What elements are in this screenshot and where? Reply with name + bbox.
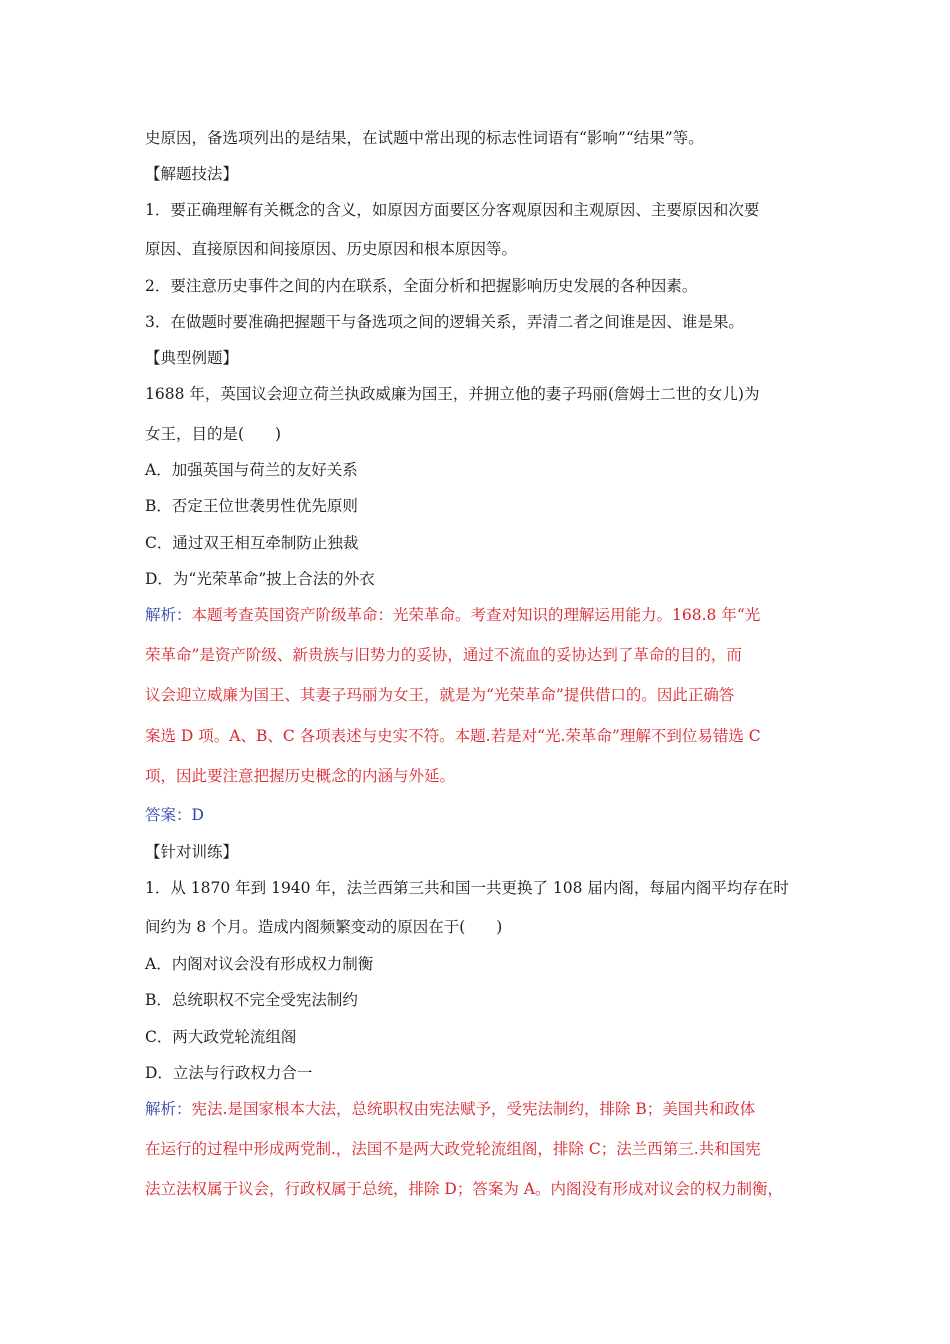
option-d: D．立法与行政权力合一: [145, 1064, 313, 1082]
option-b: B．总统职权不完全受宪法制约: [145, 991, 358, 1009]
question-stem: 女王，目的是( ): [145, 425, 282, 443]
analysis-line: [145, 1098, 755, 1120]
analysis-label: 解析：: [145, 606, 192, 624]
analysis-line: 法立法权属于议会，行政权属于总统，排除 D；答案为 A。内阁没有形成对议会的权力制衡，: [145, 1180, 783, 1198]
analysis-line: 荣革命”是资产阶级、新贵族与旧势力的妥协，通过不流血的妥协达到了革命的目的，而: [145, 646, 742, 664]
option-d: D．为“光荣革命”披上合法的外衣: [145, 570, 375, 588]
analysis-text: 本题考查英国资产阶级革命：光荣革命。考查对知识的理解运用能力。168.8 年“光: [191, 606, 761, 624]
text-line: 1．要正确理解有关概念的含义，如原因方面要区分客观原因和主观原因、主要原因和次要: [145, 201, 760, 219]
option-b: B．否定王位世袭男性优先原则: [145, 497, 358, 515]
text-line: 史原因，备选项列出的是结果，在试题中常出现的标志性词语有“影响”“结果”等。: [145, 129, 704, 147]
section-heading-training: 【针对训练】: [145, 843, 239, 861]
analysis-line: 案选 D 项。A、B、C 各项表述与史实不符。本题.若是对“光.荣革命”理解不到位易错选 C: [145, 727, 761, 745]
analysis-text: 宪法.是国家根本大法，总统职权由宪法赋予，受宪法制约，排除 B；美国共和政体: [191, 1100, 756, 1118]
option-c: C．两大政党轮流组阁: [145, 1028, 297, 1046]
analysis-label: 解析：: [145, 1100, 192, 1118]
question-stem: 间约为 8 个月。造成内阁频繁变动的原因在于( ): [145, 918, 503, 936]
option-a: A．内阁对议会没有形成权力制衡: [145, 955, 374, 973]
question-stem: 1．从 1870 年到 1940 年，法兰西第三共和国一共更换了 108 届内阁，每届内阁平均存在时: [145, 879, 789, 897]
text-line: 原因、直接原因和间接原因、历史原因和根本原因等。: [145, 240, 518, 258]
analysis-line: 项，因此要注意把握历史概念的内涵与外延。: [145, 767, 456, 785]
section-heading-example: 【典型例题】: [145, 349, 239, 367]
analysis-line: [145, 604, 760, 626]
question-stem: 1688 年，英国议会迎立荷兰执政威廉为国王，并拥立他的妻子玛丽(詹姆士二世的女儿)为: [145, 385, 760, 403]
section-heading-techniques: 【解题技法】: [145, 165, 239, 183]
text-line: 2．要注意历史事件之间的内在联系，全面分析和把握影响历史发展的各种因素。: [145, 277, 698, 295]
text-line: 3．在做题时要准确把握题干与备选项之间的逻辑关系，弄清二者之间谁是因、谁是果。: [145, 313, 744, 331]
analysis-line: 在运行的过程中形成两党制.，法国不是两大政党轮流组阁，排除 C；法兰西第三.共和国宪: [145, 1140, 761, 1158]
option-c: C．通过双王相互牵制防止独裁: [145, 534, 359, 552]
option-a: A．加强英国与荷兰的友好关系: [145, 461, 358, 479]
answer-line: 答案：D: [145, 806, 204, 824]
analysis-line: 议会迎立威廉为国王、其妻子玛丽为女王，就是为“光荣革命”提供借口的。因此正确答: [145, 686, 735, 704]
